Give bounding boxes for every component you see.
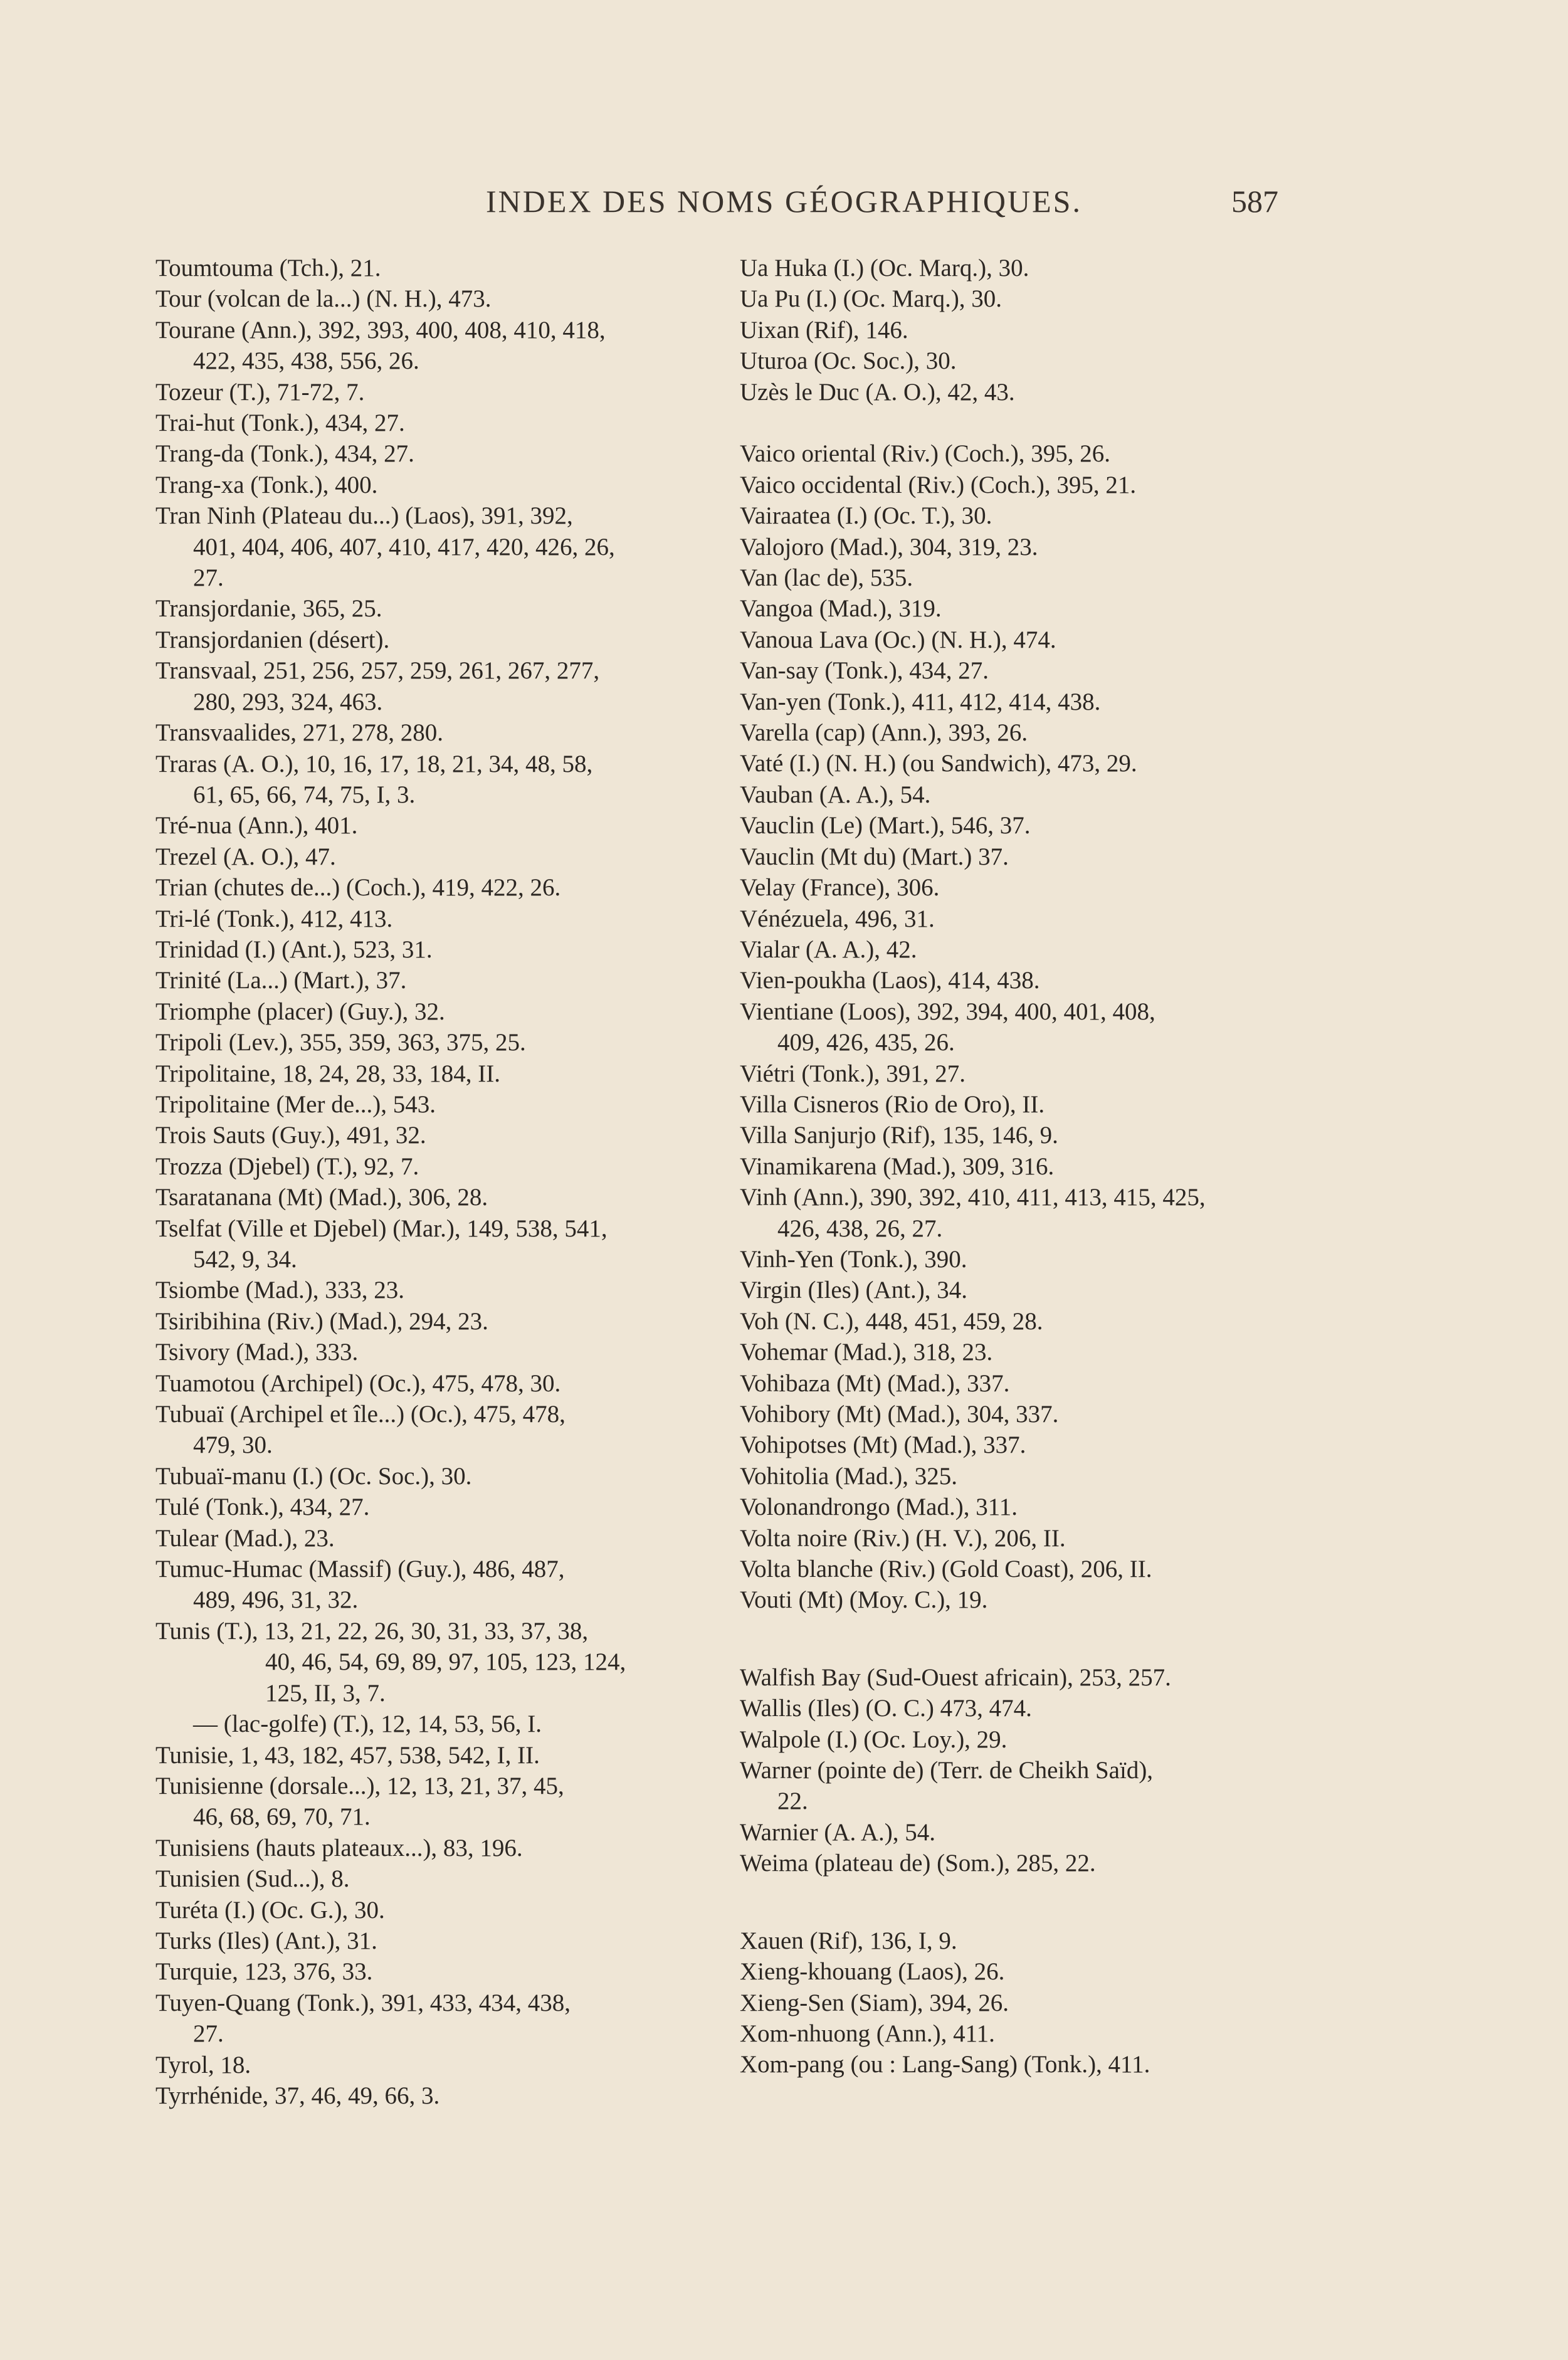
index-entry (155, 1151, 713, 1182)
entry-continuation: 27. (193, 564, 224, 592)
index-entry (740, 283, 1292, 314)
entry-line: Vaico oriental (Riv.) (Coch.), 395, 26. (740, 440, 1110, 468)
index-entry (155, 1771, 713, 1833)
entry-line: Van-say (Tonk.), 434, 27. (740, 657, 989, 685)
index-entry (155, 872, 713, 903)
index-entry (740, 377, 1292, 408)
entry-line: Tré-nua (Ann.), 401. (155, 812, 358, 840)
index-entry (155, 1740, 713, 1771)
entry-line: Tour (volcan de la...) (N. H.), 473. (155, 285, 492, 313)
index-entry (740, 1430, 1292, 1460)
index-entry (740, 1120, 1292, 1151)
index-entry (155, 283, 713, 314)
index-entry (155, 470, 713, 500)
entry-line: Tripoli (Lev.), 355, 359, 363, 375, 25. (155, 1029, 526, 1056)
index-entry (740, 345, 1292, 376)
entry-line: Tumuc-Humac (Massif) (Guy.), 486, 487, (155, 1556, 565, 1583)
entry-continuation: 46, 68, 69, 70, 71. (193, 1803, 371, 1831)
index-entry (740, 253, 1292, 283)
entry-line: Vairaatea (I.) (Oc. T.), 30. (740, 502, 992, 530)
index-entry (155, 996, 713, 1027)
entry-line: Vanoua Lava (Oc.) (N. H.), 474. (740, 626, 1056, 653)
index-entry (740, 1275, 1292, 1305)
index-entry (740, 1925, 1292, 1956)
entry-continuation: 40, 46, 54, 69, 89, 97, 105, 123, 124, (265, 1648, 626, 1676)
index-entry (155, 1275, 713, 1305)
section-gap (740, 1879, 1292, 1925)
entry-line: Trang-da (Tonk.), 434, 27. (155, 440, 414, 468)
entry-line: Vohemar (Mad.), 318, 23. (740, 1339, 993, 1366)
right-column (740, 253, 1292, 2080)
index-entry (740, 717, 1292, 748)
entry-line: Trezel (A. O.), 47. (155, 843, 336, 870)
entry-line: Voh (N. C.), 448, 451, 459, 28. (740, 1307, 1043, 1335)
index-entry (155, 903, 713, 934)
entry-line: Trian (chutes de...) (Coch.), 419, 422, 26. (155, 874, 561, 902)
entry-line: Tunisiens (hauts plateaux...), 83, 196. (155, 1834, 523, 1862)
entry-line: Transvaalides, 271, 278, 280. (155, 719, 443, 747)
entry-line: Xauen (Rif), 136, I, 9. (740, 1927, 957, 1954)
index-entry (740, 1337, 1292, 1367)
entry-line: Vouti (Mt) (Moy. C.), 19. (740, 1586, 988, 1614)
entry-line: Van-yen (Tonk.), 411, 412, 414, 438. (740, 688, 1101, 715)
entry-line: Tunisie, 1, 43, 182, 457, 538, 542, I, II. (155, 1741, 540, 1769)
index-entry (740, 1584, 1292, 1615)
index-entry (155, 1988, 713, 2050)
entry-line: Xieng-Sen (Siam), 394, 26. (740, 1989, 1009, 2016)
entry-line: Tubuaï-manu (I.) (Oc. Soc.), 30. (155, 1462, 472, 1490)
index-entry (155, 500, 713, 593)
index-entry (155, 1523, 713, 1554)
entry-line: Vauban (A. A.), 54. (740, 781, 931, 808)
entry-line: Xom-pang (ou : Lang-Sang) (Tonk.), 411. (740, 2051, 1150, 2078)
entry-line: Tulé (Tonk.), 434, 27. (155, 1493, 370, 1521)
index-entry (740, 1492, 1292, 1522)
index-entry (155, 1368, 713, 1399)
entry-line: Vauclin (Mt du) (Mart.) 37. (740, 843, 1009, 870)
index-entry (155, 624, 713, 655)
entry-continuation: 401, 404, 406, 407, 410, 417, 420, 426, 26, (193, 533, 615, 561)
entry-line: Trozza (Djebel) (T.), 92, 7. (155, 1152, 419, 1180)
index-entry (155, 1956, 713, 1987)
entry-continuation: 27. (193, 2020, 224, 2048)
index-entry (155, 1925, 713, 1956)
entry-line: Vialar (A. A.), 42. (740, 935, 917, 963)
entry-line: Tuyen-Quang (Tonk.), 391, 433, 434, 438, (155, 1989, 571, 2016)
entry-line: Vaté (I.) (N. H.) (ou Sandwich), 473, 29. (740, 750, 1137, 777)
entry-line: Uixan (Rif), 146. (740, 316, 908, 344)
index-entry (740, 532, 1292, 562)
index-entry (155, 965, 713, 996)
entry-line: Virgin (Iles) (Ant.), 34. (740, 1277, 968, 1304)
index-entry (740, 438, 1292, 469)
index-entry (740, 315, 1292, 345)
entry-continuation: 489, 496, 31, 32. (193, 1586, 359, 1614)
entry-line: Xom-nhuong (Ann.), 411. (740, 2020, 995, 2047)
entry-line: Xieng-khouang (Laos), 26. (740, 1958, 1005, 1986)
entry-line: Triomphe (placer) (Guy.), 32. (155, 998, 445, 1025)
index-entry (740, 841, 1292, 872)
entry-line: Ua Huka (I.) (Oc. Marq.), 30. (740, 255, 1029, 282)
entry-line: Tunisien (Sud...), 8. (155, 1865, 350, 1893)
entry-line: Weima (plateau de) (Som.), 285, 22. (740, 1850, 1096, 1877)
entry-line: Uzès le Duc (A. O.), 42, 43. (740, 378, 1015, 406)
index-entry (740, 779, 1292, 810)
entry-line: Turks (Iles) (Ant.), 31. (155, 1927, 377, 1954)
index-entry (740, 1554, 1292, 1584)
left-column (155, 253, 713, 2111)
page-header (0, 183, 1568, 227)
entry-line: Volonandrongo (Mad.), 311. (740, 1493, 1018, 1521)
index-entry (155, 810, 713, 841)
index-entry (740, 810, 1292, 841)
index-entry (155, 1089, 713, 1120)
index-entry (155, 1213, 713, 1275)
entry-line: Vauclin (Le) (Mart.), 546, 37. (740, 812, 1031, 840)
entry-line: Trinidad (I.) (Ant.), 523, 31. (155, 935, 433, 963)
index-entry (155, 438, 713, 469)
entry-line: Toumtouma (Tch.), 21. (155, 255, 381, 282)
entry-continuation: 542, 9, 34. (193, 1246, 297, 1273)
index-entry (155, 253, 713, 283)
index-entry (740, 748, 1292, 779)
index-entry (740, 1461, 1292, 1492)
index-entry (155, 1895, 713, 1925)
entry-line: Vinamikarena (Mad.), 309, 316. (740, 1152, 1055, 1180)
entry-line: Transjordanie, 365, 25. (155, 595, 382, 623)
index-entry (155, 1833, 713, 1863)
index-entry (740, 2018, 1292, 2049)
index-entry (155, 1120, 713, 1151)
entry-line: Velay (France), 306. (740, 874, 940, 902)
index-entry (740, 965, 1292, 996)
index-entry (740, 903, 1292, 934)
entry-line: Vohibory (Mt) (Mad.), 304, 337. (740, 1401, 1059, 1428)
index-entry (740, 470, 1292, 500)
entry-line: Warner (pointe de) (Terr. de Cheikh Saïd), (740, 1757, 1154, 1784)
index-entry (740, 655, 1292, 686)
index-entry (155, 315, 713, 377)
entry-line: Vaico occidental (Riv.) (Coch.), 395, 21. (740, 471, 1137, 498)
entry-continuation: 280, 293, 324, 463. (193, 688, 383, 715)
section-gap (740, 1616, 1292, 1662)
entry-line: Ua Pu (I.) (Oc. Marq.), 30. (740, 285, 1002, 313)
index-entry (740, 996, 1292, 1058)
entry-line: Tripolitaine (Mer de...), 543. (155, 1090, 436, 1118)
index-entry (740, 1662, 1292, 1693)
entry-line: Vangoa (Mad.), 319. (740, 595, 942, 623)
entry-continuation: 125, II, 3, 7. (265, 1679, 386, 1707)
entry-line: Villa Cisneros (Rio de Oro), II. (740, 1090, 1045, 1118)
index-entry (193, 1709, 713, 1739)
entry-line: Vien-poukha (Laos), 414, 438. (740, 967, 1040, 994)
index-entry (740, 500, 1292, 531)
index-entry (740, 624, 1292, 655)
index-entry (740, 593, 1292, 624)
index-entry (740, 1306, 1292, 1337)
entry-line: Tyrol, 18. (155, 2051, 251, 2078)
entry-line: Tran Ninh (Plateau du...) (Laos), 391, 392, (155, 502, 573, 530)
entry-line: Vinh (Ann.), 390, 392, 410, 411, 413, 415, 425, (740, 1184, 1206, 1211)
index-entry (155, 1863, 713, 1894)
index-entry (155, 1616, 713, 1709)
index-entry (155, 1337, 713, 1367)
entry-line: Tunisienne (dorsale...), 12, 13, 21, 37, 45, (155, 1772, 564, 1799)
index-entry (740, 1956, 1292, 1987)
entry-line: Vohibaza (Mt) (Mad.), 337. (740, 1369, 1010, 1397)
index-entry (155, 2050, 713, 2080)
index-entry (155, 841, 713, 872)
index-entry (740, 1368, 1292, 1399)
index-entry (155, 593, 713, 624)
index-entry (155, 1182, 713, 1213)
index-entry (740, 1058, 1292, 1089)
index-entry (740, 1182, 1292, 1244)
index-entry (155, 1554, 713, 1616)
index-entry (155, 717, 713, 748)
entry-line: — (lac-golfe) (T.), 12, 14, 53, 56, I. (193, 1710, 542, 1738)
entry-line: Tuamotou (Archipel) (Oc.), 475, 478, 30. (155, 1369, 561, 1397)
index-entry (740, 1724, 1292, 1755)
entry-line: Volta blanche (Riv.) (Gold Coast), 206, II. (740, 1556, 1152, 1583)
entry-line: Tselfat (Ville et Djebel) (Mar.), 149, 538, 541, (155, 1214, 608, 1242)
index-entry (155, 749, 713, 811)
entry-line: Traras (A. O.), 10, 16, 17, 18, 21, 34, 48, 58, (155, 750, 593, 777)
index-entry (740, 1817, 1292, 1848)
page-title: INDEX DES NOMS GÉOGRAPHIQUES. (486, 184, 1082, 219)
entry-line: Tsaratanana (Mt) (Mad.), 306, 28. (155, 1184, 488, 1211)
index-entry (740, 1755, 1292, 1817)
entry-line: Tunis (T.), 13, 21, 22, 26, 30, 31, 33, 37, 38, (155, 1617, 589, 1645)
entry-line: Varella (cap) (Ann.), 393, 26. (740, 719, 1028, 747)
index-entry (740, 1089, 1292, 1120)
index-entry (155, 408, 713, 438)
entry-continuation: 61, 65, 66, 74, 75, I, 3. (193, 781, 416, 808)
entry-line: Wallis (Iles) (O. C.) 473, 474. (740, 1695, 1032, 1722)
entry-line: Trang-xa (Tonk.), 400. (155, 471, 378, 498)
entry-line: Walpole (I.) (Oc. Loy.), 29. (740, 1725, 1008, 1753)
entry-line: Warnier (A. A.), 54. (740, 1818, 936, 1846)
section-gap (740, 408, 1292, 438)
index-entry (740, 1523, 1292, 1554)
index-entry (740, 1848, 1292, 1878)
entry-line: Tyrrhénide, 37, 46, 49, 66, 3. (155, 2082, 440, 2109)
entry-line: Tsivory (Mad.), 333. (155, 1339, 359, 1366)
index-entry (155, 655, 713, 717)
entry-line: Van (lac de), 535. (740, 564, 913, 592)
entry-line: Tulear (Mad.), 23. (155, 1524, 335, 1552)
index-entry (740, 1399, 1292, 1430)
index-entry (740, 1244, 1292, 1275)
entry-line: Volta noire (Riv.) (H. V.), 206, II. (740, 1524, 1066, 1552)
entry-line: Tsiribihina (Riv.) (Mad.), 294, 23. (155, 1307, 488, 1335)
entry-line: Trinité (La...) (Mart.), 37. (155, 967, 407, 994)
entry-continuation: 479, 30. (193, 1431, 273, 1459)
entry-line: Tri-lé (Tonk.), 412, 413. (155, 905, 393, 932)
page-number: 587 (1231, 184, 1278, 219)
entry-continuation: 409, 426, 435, 26. (777, 1029, 955, 1056)
index-entry (155, 1399, 713, 1461)
entry-line: Viétri (Tonk.), 391, 27. (740, 1060, 966, 1087)
entry-line: Turéta (I.) (Oc. G.), 30. (155, 1896, 385, 1924)
entry-line: Tourane (Ann.), 392, 393, 400, 408, 410, 418, (155, 316, 606, 344)
entry-line: Vohitolia (Mad.), 325. (740, 1462, 958, 1490)
entry-line: Transvaal, 251, 256, 257, 259, 261, 267, 277, (155, 657, 600, 685)
entry-line: Tubuaï (Archipel et île...) (Oc.), 475, 478, (155, 1401, 566, 1428)
index-entry (155, 1492, 713, 1522)
index-entry (740, 562, 1292, 593)
entry-line: Transjordanien (désert). (155, 626, 390, 653)
entry-line: Vientiane (Loos), 392, 394, 400, 401, 408, (740, 998, 1155, 1025)
entry-line: Tozeur (T.), 71-72, 7. (155, 378, 365, 406)
entry-line: Trai-hut (Tonk.), 434, 27. (155, 409, 405, 437)
index-entry (740, 687, 1292, 717)
entry-line: Villa Sanjurjo (Rif), 135, 146, 9. (740, 1122, 1058, 1149)
index-entry (740, 2049, 1292, 2080)
index-entry (155, 377, 713, 408)
entry-line: Uturoa (Oc. Soc.), 30. (740, 347, 957, 375)
index-entry (740, 934, 1292, 965)
index-entry (740, 1693, 1292, 1724)
entry-line: Tripolitaine, 18, 24, 28, 33, 184, II. (155, 1060, 500, 1087)
index-entry (155, 1058, 713, 1089)
entry-continuation: 422, 435, 438, 556, 26. (193, 347, 419, 375)
index-entry (155, 1306, 713, 1337)
entry-line: Vinh-Yen (Tonk.), 390. (740, 1245, 967, 1273)
entry-line: Valojoro (Mad.), 304, 319, 23. (740, 533, 1038, 561)
index-entry (155, 934, 713, 965)
entry-line: Turquie, 123, 376, 33. (155, 1958, 373, 1986)
entry-continuation: 426, 438, 26, 27. (777, 1214, 943, 1242)
index-entry (155, 1461, 713, 1492)
entry-line: Walfish Bay (Sud-Ouest africain), 253, 257. (740, 1663, 1171, 1691)
index-entry (740, 1988, 1292, 2018)
entry-line: Trois Sauts (Guy.), 491, 32. (155, 1122, 426, 1149)
index-entry (740, 872, 1292, 903)
index-entry (155, 1027, 713, 1058)
index-entry (155, 2080, 713, 2111)
entry-line: Vénézuela, 496, 31. (740, 905, 935, 932)
index-entry (740, 1151, 1292, 1182)
entry-line: Tsiombe (Mad.), 333, 23. (155, 1277, 404, 1304)
entry-continuation: 22. (777, 1788, 808, 1815)
entry-line: Vohipotses (Mt) (Mad.), 337. (740, 1431, 1026, 1459)
